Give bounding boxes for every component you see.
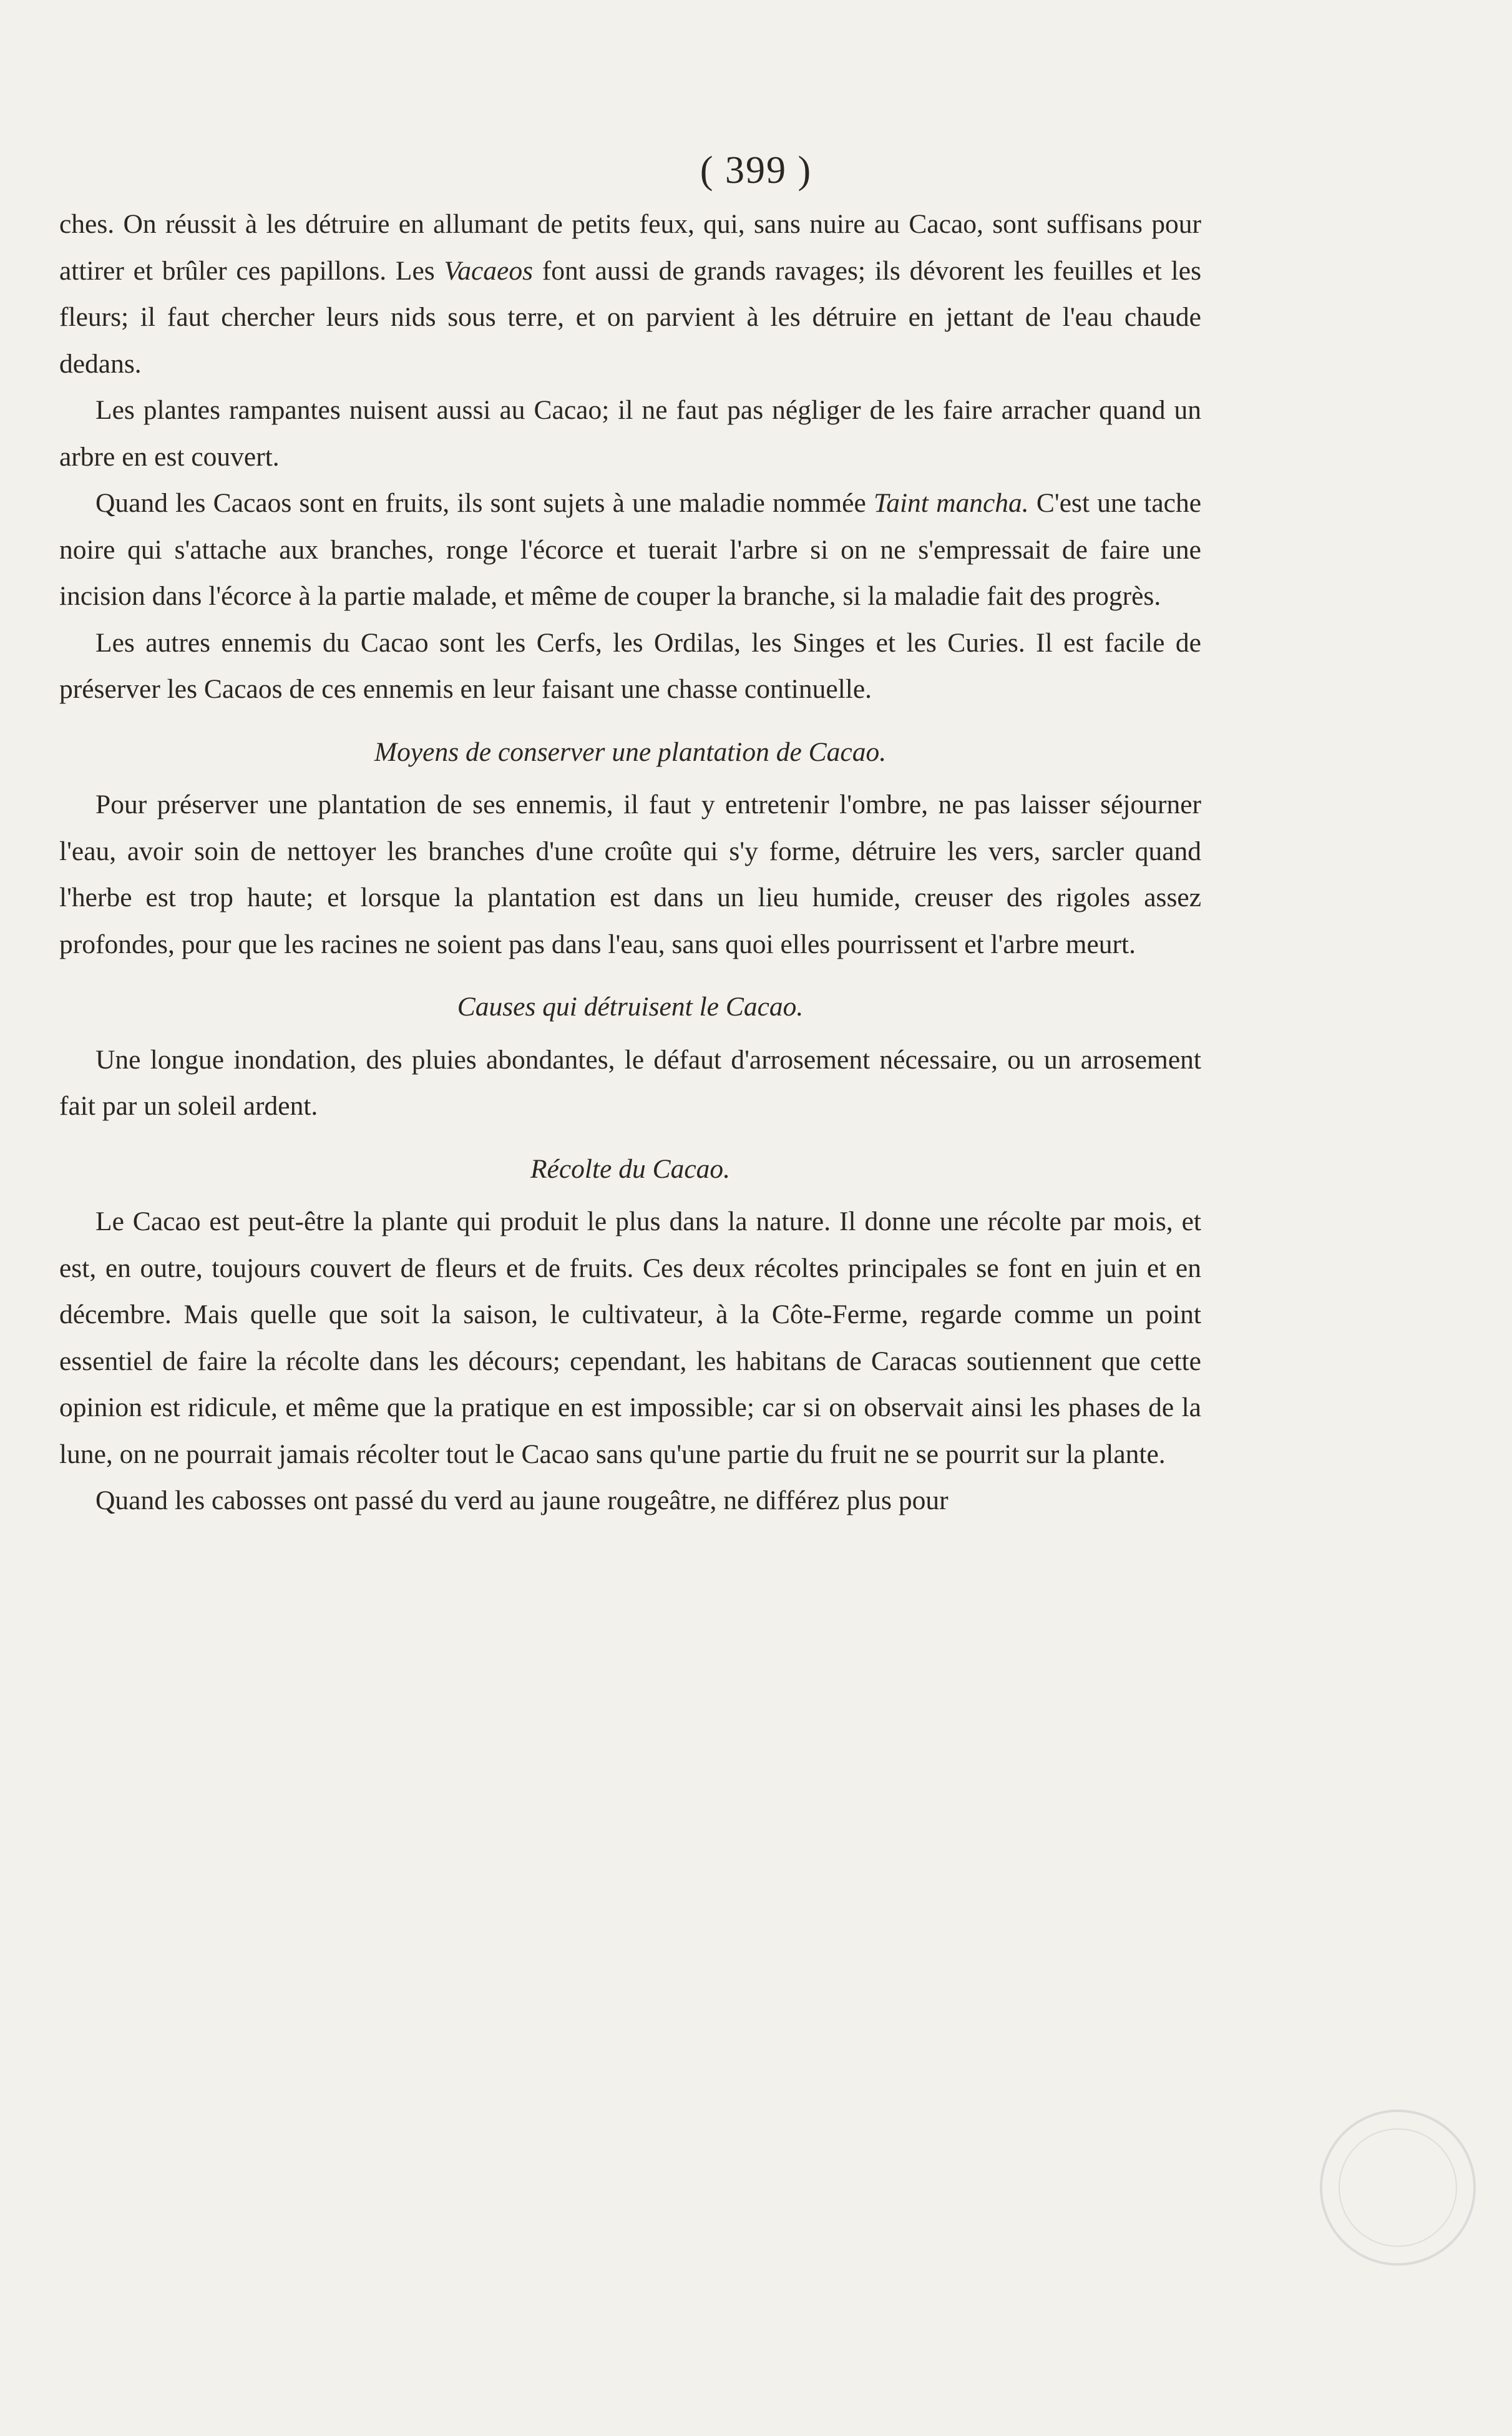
paragraph-ennemis: Les autres ennemis du Cacao sont les Cerfs, les Ordilas, les Singes et les Curies. Il est facile de préserver les Cacaos de ces ennemis en leur faisant une chasse continuelle. [59,627,1201,704]
paragraph-papillons: ches. On réussit à les détruire en allumant de petits feux, qui, sans nuire au Cacao, sont suffisans pour attirer et brûler ces papillons. Les Vacaeos font aussi de grands ravages; ils dévorent les feuilles et les fleurs; il faut chercher leurs nids sous terre, et on parvient à les détruire en jettant de l'eau chaude dedans. [59,209,1201,379]
paragraph-cabosses: Quand les cabosses ont passé du verd au jaune rougeâtre, ne différez plus pour [95,1485,949,1515]
page-number: ( 399 ) [700,149,812,192]
paragraph-moyens-de-conserver: Pour préserver une plantation de ses ennemis, il faut y entretenir l'ombre, ne pas laisser séjourner l'eau, avoir soin de nettoyer les branches d'une croûte qui s'y forme, détruire les vers, sarcler quand l'herbe est trop haute; et lorsque la plantation est dans un lieu humide, creuser des rigoles assez profondes, pour que les racines ne soient pas dans l'eau, sans quoi elles pourrissent et l'arbre meurt. [59,790,1201,959]
paragraph-plantes-rampantes: Les plantes rampantes nuisent aussi au Cacao; il ne faut pas négliger de les faire arracher quand un arbre en est couvert. [59,395,1201,472]
heading-causes: Causes qui détruisent le Cacao. [457,992,804,1022]
paragraph-causes: Une longue inondation, des pluies abondantes, le défaut d'arrosement nécessaire, ou un arrosement fait par un soleil ardent. [59,1044,1201,1121]
heading-moyens-de-conserver: Moyens de conserver une plantation de Cacao. [374,736,887,767]
emphasis-vacaeos: Vacaeos [444,255,534,286]
page-text [59,201,1201,1524]
paragraph-maladie: Quand les Cacaos sont en fruits, ils sont sujets à une maladie nommée Taint mancha. C'est une tache noire qui s'attache aux branches, ronge l'écorce et tuerait l'arbre si on ne s'empressait de faire une incision dans l'écorce à la partie malade, et même de couper la branche, si la maladie fait des progrès. [59,488,1201,611]
paragraph-recolte: Le Cacao est peut-être la plante qui produit le plus dans la nature. Il donne une récolte par mois, et est, en outre, toujours couvert de fleurs et de fruits. Ces deux récoltes principales se font en juin et en décembre. Mais quelle que soit la saison, le cultivateur, à la Côte-Ferme, regarde comme un point essentiel de faire la récolte dans les décours; cependant, les habitans de Caracas soutiennent que cette opinion est ridicule, et même que la pratique en est impossible; car si on observait ainsi les phases de la lune, on ne pourrait jamais récolter tout le Cacao sans qu'une partie du fruit ne se pourrit sur la plante. [59,1206,1201,1469]
heading-recolte: Récolte du Cacao. [530,1153,731,1184]
emphasis-taint-mancha: Taint mancha. [874,488,1029,518]
library-stamp [1320,2110,1476,2266]
